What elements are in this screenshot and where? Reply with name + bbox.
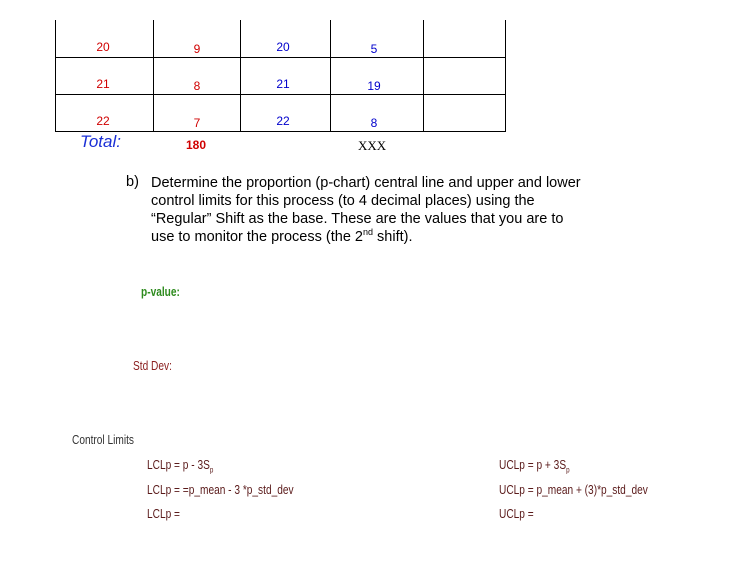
question-line: control limits for this process (to 4 decimal places) using the	[151, 193, 535, 209]
control-limits-label: Control Limits	[72, 432, 134, 447]
lcl-formula-excel: LCLp = =p_mean - 3 *p_std_dev	[147, 482, 294, 497]
table-divider	[153, 20, 154, 132]
table-divider	[240, 20, 241, 132]
table-cell: 22	[276, 114, 290, 128]
table-border-bottom	[55, 131, 506, 132]
ucl-formula	[499, 457, 570, 475]
table-cell: 20	[96, 40, 110, 54]
question-line	[151, 228, 651, 246]
table-cell: 5	[370, 42, 378, 56]
table-cell: 9	[193, 42, 201, 56]
lcl-result: LCLp =	[147, 506, 180, 521]
placeholder-value: XXX	[358, 138, 387, 153]
table-cell: 20	[276, 40, 290, 54]
subscript: p	[566, 465, 570, 475]
table-divider	[423, 20, 424, 132]
table-cell: 21	[276, 77, 290, 91]
question-marker: b)	[126, 174, 139, 190]
lcl-formula-text: LCLp = p - 3S	[147, 457, 210, 472]
question-line: Determine the proportion (p-chart) central line and upper and lower	[151, 175, 581, 191]
ucl-formula-text: UCLp = p + 3S	[499, 457, 567, 472]
total-label: Total:	[80, 132, 121, 151]
table-cell: 19	[367, 79, 381, 93]
total-value: 180	[185, 138, 207, 152]
ucl-result: UCLp =	[499, 506, 534, 521]
table-border-right	[505, 20, 506, 132]
ordinal-suffix: nd	[362, 227, 373, 238]
table-cell: 21	[96, 77, 110, 91]
table-row-divider	[55, 57, 506, 58]
question-text	[151, 174, 651, 246]
table-divider	[330, 20, 331, 132]
table-cell: 8	[193, 79, 201, 93]
table-row-divider	[55, 94, 506, 95]
ucl-formula-excel: UCLp = p_mean + (3)*p_std_dev	[499, 482, 648, 497]
subscript: p	[209, 465, 214, 475]
question-line-text: use to monitor the process (the 2	[151, 229, 363, 245]
p-value-label: p-value:	[141, 284, 180, 299]
question-line: “Regular” Shift as the base. These are the values that you are to	[151, 211, 564, 227]
table-cell: 8	[370, 116, 378, 130]
std-dev-label: Std Dev:	[133, 358, 172, 373]
lcl-formula	[147, 457, 213, 475]
question-line-text: shift).	[373, 229, 413, 245]
table-cell: 22	[96, 114, 110, 128]
table-cell: 7	[193, 116, 201, 130]
table-border-left	[55, 20, 56, 132]
